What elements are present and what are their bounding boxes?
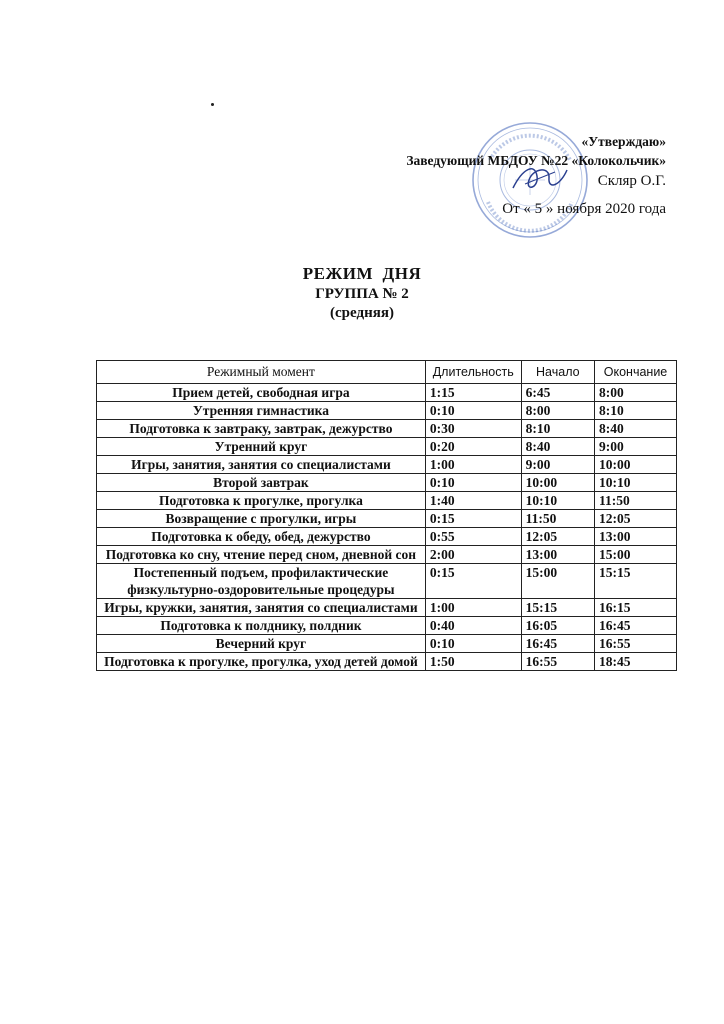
cell-start: 16:55 [521, 653, 594, 671]
cell-duration: 1:15 [425, 384, 521, 402]
cell-duration: 0:55 [425, 528, 521, 546]
cell-start: 10:00 [521, 474, 594, 492]
cell-end: 15:15 [595, 564, 677, 599]
cell-moment: Игры, занятия, занятия со специалистами [97, 456, 426, 474]
cell-moment: Утренняя гимнастика [97, 402, 426, 420]
cell-moment: Игры, кружки, занятия, занятия со специалистами [97, 599, 426, 617]
header-start: Начало [521, 361, 594, 384]
table-row [97, 384, 677, 402]
cell-end: 16:55 [595, 635, 677, 653]
cell-duration: 1:40 [425, 492, 521, 510]
header-moment: Режимный момент [97, 361, 426, 384]
table-row [97, 617, 677, 635]
cell-duration: 0:15 [425, 510, 521, 528]
cell-moment: Подготовка к прогулке, прогулка, уход детей домой [97, 653, 426, 671]
cell-start: 12:05 [521, 528, 594, 546]
table-row [97, 653, 677, 671]
cell-start: 8:10 [521, 420, 594, 438]
approval-signatory: Скляр О.Г. [597, 173, 666, 189]
cell-duration: 0:40 [425, 617, 521, 635]
table-row [97, 456, 677, 474]
table-row [97, 599, 677, 617]
cell-start: 8:40 [521, 438, 594, 456]
cell-moment: Вечерний круг [97, 635, 426, 653]
title-subtitle: (средняя) [330, 305, 394, 321]
cell-duration: 0:10 [425, 402, 521, 420]
cell-end: 11:50 [595, 492, 677, 510]
title-main: РЕЖИМ ДНЯ [302, 264, 422, 283]
cell-end: 12:05 [595, 510, 677, 528]
cell-end: 13:00 [595, 528, 677, 546]
cell-end: 9:00 [595, 438, 677, 456]
cell-duration: 2:00 [425, 546, 521, 564]
cell-end: 8:40 [595, 420, 677, 438]
table-row [97, 438, 677, 456]
title-group: ГРУППА № 2 [315, 286, 409, 302]
header-end: Окончание [595, 361, 677, 384]
cell-end: 16:15 [595, 599, 677, 617]
cell-moment: Подготовка к завтраку, завтрак, дежурство [97, 420, 426, 438]
table-row [97, 528, 677, 546]
approval-block [406, 132, 666, 219]
cell-moment: Подготовка ко сну, чтение перед сном, дневной сон [97, 546, 426, 564]
cell-duration: 1:50 [425, 653, 521, 671]
cell-moment: Подготовка к прогулке, прогулка [97, 492, 426, 510]
cell-start: 6:45 [521, 384, 594, 402]
cell-end: 16:45 [595, 617, 677, 635]
cell-start: 9:00 [521, 456, 594, 474]
table-row [97, 510, 677, 528]
cell-start: 15:15 [521, 599, 594, 617]
cell-duration: 0:15 [425, 564, 521, 599]
cell-end: 10:00 [595, 456, 677, 474]
cell-start: 11:50 [521, 510, 594, 528]
table-row [97, 420, 677, 438]
cell-moment: Второй завтрак [97, 474, 426, 492]
table-row [97, 635, 677, 653]
header-duration: Длительность [425, 361, 521, 384]
cell-moment: Возвращение с прогулки, игры [97, 510, 426, 528]
cell-end: 10:10 [595, 474, 677, 492]
cell-start: 13:00 [521, 546, 594, 564]
cell-moment: Утренний круг [97, 438, 426, 456]
cell-end: 18:45 [595, 653, 677, 671]
cell-duration: 0:20 [425, 438, 521, 456]
cell-end: 8:00 [595, 384, 677, 402]
cell-duration: 1:00 [425, 456, 521, 474]
cell-duration: 0:10 [425, 635, 521, 653]
cell-start: 8:00 [521, 402, 594, 420]
cell-end: 8:10 [595, 402, 677, 420]
stray-dot [211, 103, 214, 106]
document-title [0, 263, 724, 323]
cell-moment: Подготовка к полднику, полдник [97, 617, 426, 635]
table-row [97, 402, 677, 420]
schedule-table [96, 360, 677, 671]
cell-end: 15:00 [595, 546, 677, 564]
cell-duration: 0:30 [425, 420, 521, 438]
cell-start: 10:10 [521, 492, 594, 510]
cell-duration: 1:00 [425, 599, 521, 617]
table-header-row [97, 361, 677, 384]
cell-start: 15:00 [521, 564, 594, 599]
cell-moment: Подготовка к обеду, обед, дежурство [97, 528, 426, 546]
cell-duration: 0:10 [425, 474, 521, 492]
approval-date: От « 5 » ноября 2020 года [502, 201, 666, 217]
cell-moment: Прием детей, свободная игра [97, 384, 426, 402]
table-row [97, 564, 677, 599]
cell-start: 16:45 [521, 635, 594, 653]
cell-start: 16:05 [521, 617, 594, 635]
cell-moment: Постепенный подъем, профилактические физкультурно-оздоровительные процедуры [97, 564, 426, 599]
table-row [97, 492, 677, 510]
approval-line-1: «Утверждаю» [581, 134, 666, 149]
approval-line-2: Заведующий МБДОУ №22 «Колокольчик» [406, 153, 666, 168]
table-row [97, 546, 677, 564]
table-row [97, 474, 677, 492]
